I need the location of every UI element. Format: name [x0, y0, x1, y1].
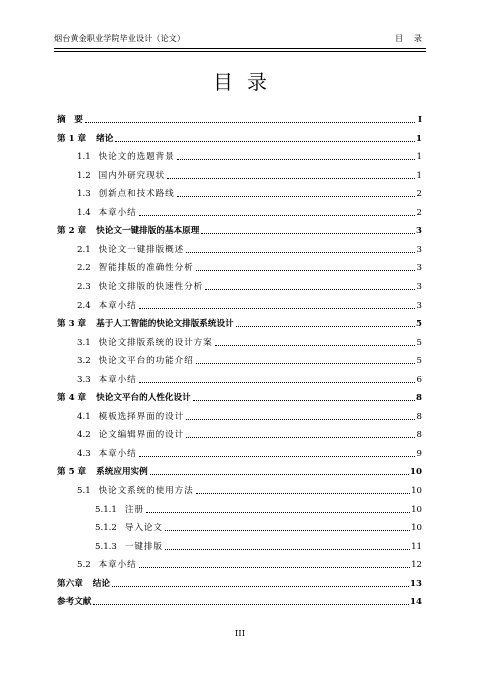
toc-entry[interactable]: [57, 186, 422, 200]
toc-entry-number: 4.3: [77, 448, 91, 459]
toc-entry-number: 第 1 章: [57, 133, 87, 144]
toc-entry-number: 第六章: [57, 578, 83, 589]
toc-dot-leader: [139, 382, 415, 383]
toc-entry-page: 1: [416, 152, 422, 163]
toc-entry[interactable]: [57, 446, 422, 460]
toc-entry[interactable]: [57, 539, 422, 553]
toc-entry-number: 3.1: [77, 337, 91, 348]
page-number: III: [234, 629, 246, 639]
toc-entry[interactable]: [57, 298, 422, 312]
toc-entry[interactable]: [57, 483, 422, 497]
page-title: 目录: [213, 70, 281, 94]
toc-entry-title: 导入论文: [124, 523, 163, 534]
toc-entry-number: 2.2: [77, 263, 91, 274]
toc-dot-leader: [139, 456, 415, 457]
toc-entry-number: 5.1: [77, 486, 91, 496]
toc-entry-page: 3: [416, 281, 422, 292]
toc-entry-number: 2.3: [77, 281, 91, 292]
toc-dot-leader: [201, 233, 415, 234]
toc-entry-title: 绪论: [96, 133, 114, 144]
toc-entry-number: 1.2: [77, 170, 91, 181]
toc-dot-leader: [193, 400, 415, 401]
toc-entry[interactable]: [57, 316, 422, 330]
toc-entry-number: 5.1.3: [95, 541, 117, 552]
toc-entry-page: 2: [416, 189, 422, 200]
toc-dot-leader: [186, 419, 415, 420]
toc-entry[interactable]: [57, 557, 422, 571]
toc-entry-page: 2: [416, 207, 422, 218]
toc-entry[interactable]: [57, 409, 422, 423]
header-rule-thick: [54, 48, 426, 49]
toc-entry-number: 摘 要: [57, 115, 83, 125]
toc-entry-number: 3.3: [77, 374, 91, 385]
toc-entry-title: 论文编辑界面的设计: [98, 430, 185, 441]
toc-dot-leader: [112, 586, 409, 587]
toc-entry[interactable]: [57, 112, 422, 126]
page-header: [54, 33, 426, 47]
toc-dot-leader: [167, 178, 415, 179]
toc-entry-title: 智能排版的准确性分析: [98, 263, 194, 274]
toc-entry-page: 10: [411, 486, 422, 496]
toc-entry[interactable]: [57, 279, 422, 293]
toc-dot-leader: [115, 141, 415, 142]
toc-entry[interactable]: [57, 576, 422, 590]
toc-entry[interactable]: [57, 149, 422, 163]
toc-entry[interactable]: [57, 520, 422, 534]
toc-dot-leader: [139, 308, 415, 309]
toc-entry-page: 5: [416, 319, 422, 330]
toc-entry-page: 13: [410, 578, 422, 589]
toc-entry[interactable]: [57, 168, 422, 182]
toc-entry-page: I: [417, 115, 422, 125]
toc-entry-title: 本章小结: [98, 448, 137, 459]
toc-entry-title: 快论文一键排版概述: [98, 244, 185, 255]
toc-dot-leader: [150, 474, 409, 475]
toc-dot-leader: [177, 159, 415, 160]
toc-entry[interactable]: [57, 427, 422, 441]
toc-entry-page: 10: [411, 523, 422, 534]
toc-entry-page: 3: [416, 263, 422, 274]
toc-entry-number: 5.1.1: [95, 504, 117, 515]
toc-entry-title: 快论文系统的使用方法: [98, 486, 194, 496]
toc-entry[interactable]: [57, 205, 422, 219]
toc-entry-page: 3: [416, 300, 422, 311]
toc-entry-number: 参考文献: [57, 597, 92, 608]
toc-dot-leader: [196, 270, 415, 271]
toc-entry-title: 本章小结: [98, 374, 137, 385]
header-school-title: 烟台黄金职业学院毕业设计（论文）: [54, 33, 186, 43]
toc-entry-title: 快论文平台的功能介绍: [98, 356, 194, 367]
toc-entry-number: 第 5 章: [57, 467, 87, 478]
toc-entry-title: 基于人工智能的快论文排版系统设计: [96, 319, 234, 330]
toc-dot-leader: [196, 363, 415, 364]
toc-entry-number: 1.4: [77, 207, 91, 218]
header-section-title: 目 录: [395, 33, 426, 43]
toc-entry[interactable]: [57, 353, 422, 367]
toc-entry-title: 快论文平台的人性化设计: [96, 393, 191, 404]
toc-entry-page: 10: [411, 504, 422, 515]
toc-entry-page: 8: [416, 411, 422, 422]
toc-entry-title: 本章小结: [98, 207, 137, 218]
toc-entry-title: 快论文排版系统的设计方案: [98, 337, 213, 348]
toc-entry-page: 1: [416, 133, 422, 144]
toc-entry-number: 5.2: [77, 560, 91, 571]
toc-entry-page: 3: [416, 226, 422, 237]
toc-entry-number: 1.1: [77, 152, 91, 163]
toc-entry[interactable]: [57, 131, 422, 145]
toc-entry[interactable]: [57, 372, 422, 386]
toc-dot-leader: [165, 549, 410, 550]
toc-entry-number: 第 4 章: [57, 393, 87, 404]
toc-entry-page: 5: [416, 356, 422, 367]
toc-entry-number: 2.1: [77, 244, 91, 255]
toc-entry-number: 4.1: [77, 411, 91, 422]
toc-entry-page: 10: [410, 467, 422, 478]
toc-entry-page: 8: [416, 430, 422, 441]
toc-entry[interactable]: [57, 390, 422, 404]
toc-entry-title: 国内外研究现状: [98, 170, 166, 181]
toc-entry-title: 快论文排版的快速性分析: [98, 281, 204, 292]
toc-entry-page: 8: [416, 393, 422, 404]
toc-entry-page: 5: [416, 337, 422, 348]
toc-entry-page: 9: [416, 448, 422, 459]
toc-entry-title: 结论: [92, 578, 110, 589]
toc-entry-page: 12: [411, 560, 422, 571]
toc-dot-leader: [236, 326, 415, 327]
toc-entry[interactable]: [57, 223, 422, 237]
toc-entry[interactable]: [57, 464, 422, 478]
toc-entry-page: 6: [416, 374, 422, 385]
toc-entry-number: 2.4: [77, 300, 91, 311]
toc-entry-number: 第 3 章: [57, 319, 87, 330]
toc-entry-title: 模板选择界面的设计: [98, 411, 185, 422]
toc-entry[interactable]: [57, 502, 422, 516]
toc-entry-title: 本章小结: [98, 300, 137, 311]
toc-entry-number: 第 2 章: [57, 226, 87, 237]
toc-entry-number: 4.2: [77, 430, 91, 441]
toc-entry[interactable]: [57, 260, 422, 274]
toc-dot-leader: [139, 567, 410, 568]
toc-dot-leader: [186, 437, 415, 438]
toc-entry-page: 14: [410, 597, 422, 608]
toc-entry-title: 创新点和技术路线: [98, 189, 175, 200]
toc-dot-leader: [186, 252, 415, 253]
toc-entry-page: 1: [416, 170, 422, 181]
toc-entry-title: 系统应用实例: [96, 467, 148, 478]
toc-dot-leader: [165, 530, 410, 531]
toc-dot-leader: [215, 345, 415, 346]
toc-entry-page: 3: [416, 244, 422, 255]
toc-entry[interactable]: [57, 594, 422, 608]
toc-entry[interactable]: [57, 335, 422, 349]
toc-entry-title: 本章小结: [98, 560, 137, 571]
toc-dot-leader: [146, 512, 410, 513]
toc-entry-number: 1.3: [77, 189, 91, 200]
header-rule-thin: [54, 51, 426, 52]
toc-entry-title: 一键排版: [124, 541, 163, 552]
toc-dot-leader: [177, 196, 415, 197]
toc-dot-leader: [205, 289, 415, 290]
toc-entry-title: 注册: [124, 504, 144, 515]
toc-dot-leader: [93, 604, 409, 605]
toc-dot-leader: [196, 493, 410, 494]
toc-dot-leader: [139, 215, 415, 216]
toc-entry-page: 11: [411, 541, 422, 552]
toc-dot-leader: [85, 122, 415, 123]
toc-entry-number: 3.2: [77, 356, 91, 367]
toc-entry-number: 5.1.2: [95, 523, 117, 534]
toc-entry[interactable]: [57, 242, 422, 256]
toc-entry-title: 快论文的选题背景: [98, 152, 175, 163]
toc-entry-title: 快论文一键排版的基本原理: [96, 226, 200, 237]
